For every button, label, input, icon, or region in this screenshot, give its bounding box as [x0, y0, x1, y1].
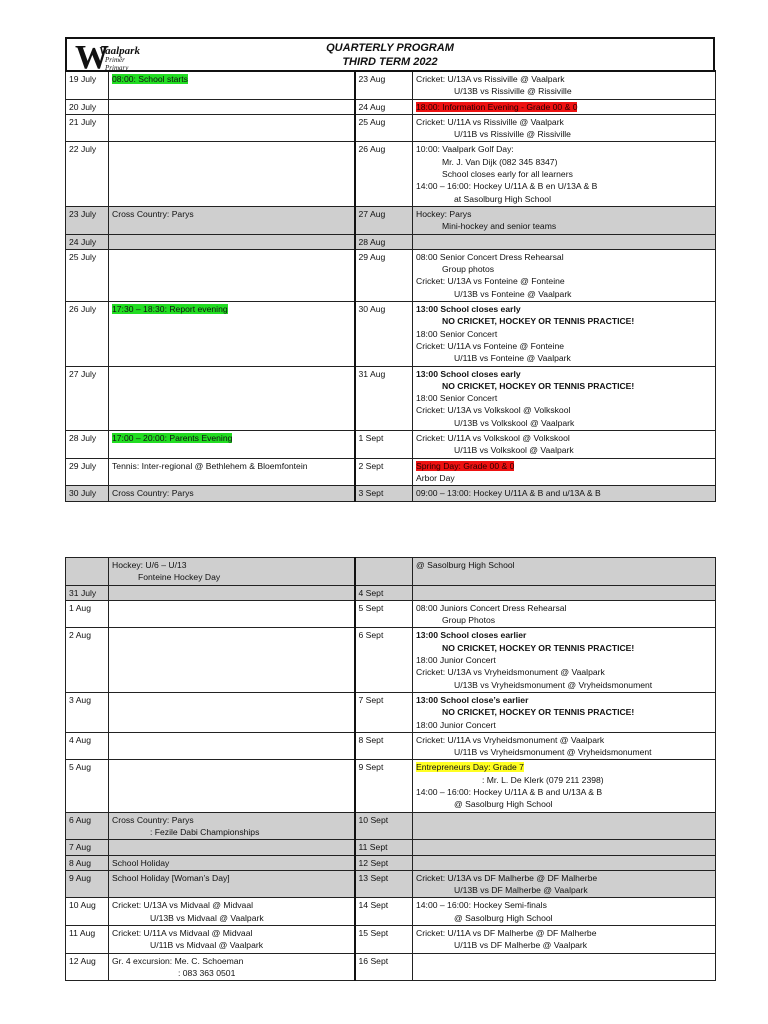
event-cell — [109, 926, 355, 954]
event-cell — [109, 628, 355, 692]
event-line — [112, 899, 351, 911]
event-line — [416, 380, 712, 392]
date-cell: 26 July — [66, 302, 109, 366]
date-cell: 27 July — [66, 366, 109, 430]
event-cell — [413, 114, 716, 142]
event-text: School Holiday [Woman’s Day] — [112, 872, 230, 883]
event-line — [416, 746, 712, 758]
event-text: Hockey: Parys — [416, 208, 472, 219]
date-cell: 21 July — [66, 114, 109, 142]
event-text: U/13B vs DF Malherbe @ Vaalpark — [454, 885, 588, 896]
table-row — [66, 249, 716, 301]
table-row — [66, 760, 716, 812]
event-text: U/11B vs Fonteine @ Vaalpark — [454, 353, 571, 364]
event-text: Cricket: U/11A vs Vryheidsmonument @ Vaalpark — [416, 734, 605, 745]
event-cell — [413, 812, 716, 840]
event-line — [416, 368, 712, 380]
date-cell: 3 Aug — [66, 692, 109, 732]
event-text: NO CRICKET, HOCKEY OR TENNIS PRACTICE! — [442, 380, 635, 391]
event-text: Cricket: U/13A vs Volkskool @ Volkskool — [416, 405, 571, 416]
event-text: U/13B vs Fonteine @ Vaalpark — [454, 288, 572, 299]
event-cell — [109, 366, 355, 430]
event-text: Cricket: U/13A vs Midvaal @ Midvaal — [112, 900, 254, 911]
event-text: Cricket: U/13A vs DF Malherbe @ DF Malherbe — [416, 872, 598, 883]
event-line — [416, 642, 712, 654]
date-cell: 30 July — [66, 486, 109, 501]
date-cell: 23 Aug — [355, 71, 413, 99]
event-cell — [109, 486, 355, 501]
date-cell: 6 Sept — [355, 628, 413, 692]
event-text: Mr. J. Van Dijk (082 345 8347) — [442, 156, 558, 167]
date-cell: 2 Sept — [355, 458, 413, 486]
event-text: @ Sasolburg High School — [416, 560, 515, 570]
event-line — [416, 220, 712, 232]
event-text: 18:00 Junior Concert — [416, 719, 496, 730]
event-cell — [109, 870, 355, 898]
event-line — [416, 872, 712, 884]
event-line — [112, 432, 351, 444]
event-cell — [413, 366, 716, 430]
logo-text-1: Vaalpark — [99, 45, 140, 57]
event-line — [416, 487, 712, 499]
table-row — [66, 628, 716, 692]
event-text: U/11B vs Rissiville @ Rissiville — [454, 129, 571, 140]
event-text: 13:00 School close’s earlier — [416, 694, 529, 705]
event-cell — [109, 692, 355, 732]
event-text: U/13B vs Rissiville @ Rissiville — [454, 86, 572, 97]
date-cell: 15 Sept — [355, 926, 413, 954]
event-text: U/13B vs Volkskool @ Vaalpark — [454, 417, 575, 428]
event-text: NO CRICKET, HOCKEY OR TENNIS PRACTICE! — [442, 642, 635, 653]
event-text: : 083 363 0501 — [178, 967, 236, 978]
highlighted-event-text: 08:00: School starts — [112, 74, 188, 84]
table-row — [66, 558, 716, 586]
event-line — [416, 679, 712, 691]
event-line — [416, 734, 712, 746]
event-line — [416, 315, 712, 327]
page-subtitle: THIRD TERM 2022 — [342, 56, 438, 68]
date-cell: 26 Aug — [355, 142, 413, 206]
table-row — [66, 953, 716, 981]
table-row — [66, 585, 716, 600]
event-text: 09:00 – 13:00: Hockey U/11A & B and u/13A & B — [416, 488, 601, 499]
event-line — [416, 559, 712, 571]
event-cell — [109, 760, 355, 812]
event-text: Arbor Day — [416, 472, 455, 483]
event-line — [416, 761, 712, 773]
event-text: Hockey: U/6 – U/13 — [112, 560, 187, 570]
event-text: 18:00 Senior Concert — [416, 393, 498, 404]
event-line — [416, 251, 712, 263]
event-cell — [109, 99, 355, 114]
highlighted-event-text: Entrepreneurs Day: Grade 7 — [416, 762, 524, 773]
event-line — [416, 460, 712, 472]
date-cell: 25 July — [66, 249, 109, 301]
highlighted-event-text: 17:30 – 18:30: Report evening — [112, 304, 228, 315]
event-text: U/11B vs Midvaal @ Vaalpark — [150, 940, 264, 951]
event-line — [112, 814, 351, 826]
date-cell: 30 Aug — [355, 302, 413, 366]
event-cell — [109, 585, 355, 600]
page-title: QUARTERLY PROGRAM — [326, 42, 454, 54]
event-line — [416, 156, 712, 168]
event-text: 08:00 Juniors Concert Dress Rehearsal — [416, 602, 567, 613]
event-text: U/13B vs Midvaal @ Vaalpark — [150, 912, 264, 923]
event-line — [112, 571, 351, 583]
event-cell — [109, 206, 355, 234]
event-line — [112, 955, 351, 967]
event-cell — [109, 249, 355, 301]
event-line — [112, 73, 351, 85]
event-cell — [413, 431, 716, 459]
table-row — [66, 366, 716, 430]
event-line — [416, 706, 712, 718]
date-cell: 5 Aug — [66, 760, 109, 812]
event-text: 13:00 School closes early — [416, 368, 521, 379]
date-cell: 25 Aug — [355, 114, 413, 142]
event-text: Gr. 4 excursion: Me. C. Schoeman — [112, 955, 244, 966]
event-cell — [413, 558, 716, 586]
event-line — [112, 826, 351, 838]
event-line — [416, 432, 712, 444]
table-row — [66, 692, 716, 732]
table-row — [66, 855, 716, 870]
event-text: Cricket: U/13A vs Vryheidsmonument @ Vaalpark — [416, 667, 605, 678]
event-line — [416, 128, 712, 140]
date-cell: 28 Aug — [355, 234, 413, 249]
event-cell — [109, 142, 355, 206]
event-text: : Fezile Dabi Championships — [150, 826, 260, 837]
event-cell — [413, 898, 716, 926]
highlighted-event-text: Spring Day: Grade 00 & 0 — [416, 460, 515, 471]
table-row — [66, 302, 716, 366]
event-cell — [109, 431, 355, 459]
program-header — [65, 37, 715, 76]
event-cell — [413, 206, 716, 234]
table-row — [66, 926, 716, 954]
table-row — [66, 898, 716, 926]
event-line — [416, 208, 712, 220]
table-row — [66, 486, 716, 501]
event-cell — [413, 870, 716, 898]
event-cell — [413, 486, 716, 501]
date-cell: 24 July — [66, 234, 109, 249]
event-text: Cross Country: Parys — [112, 488, 194, 499]
table-row — [66, 458, 716, 486]
event-cell — [109, 898, 355, 926]
event-cell — [413, 142, 716, 206]
event-text: U/11B vs Vryheidsmonument @ Vryheidsmonument — [454, 747, 652, 758]
event-line — [416, 101, 712, 113]
event-cell — [413, 926, 716, 954]
program-table-2 — [65, 557, 716, 981]
table-row — [66, 142, 716, 206]
event-cell — [413, 760, 716, 812]
event-text: 08:00 Senior Concert Dress Rehearsal — [416, 251, 564, 262]
date-cell — [355, 558, 413, 586]
table-row — [66, 206, 716, 234]
event-cell — [109, 953, 355, 981]
date-cell: 31 July — [66, 585, 109, 600]
date-cell: 23 July — [66, 206, 109, 234]
event-line — [416, 694, 712, 706]
date-cell: 9 Sept — [355, 760, 413, 812]
event-line — [416, 774, 712, 786]
event-text: Cricket: U/11A vs Rissiville @ Vaalpark — [416, 116, 564, 127]
date-cell: 22 July — [66, 142, 109, 206]
event-line — [112, 872, 351, 884]
event-cell — [413, 585, 716, 600]
event-line — [416, 85, 712, 97]
event-line — [112, 967, 351, 979]
event-text: Cricket: U/11A vs Midvaal @ Midvaal — [112, 928, 253, 939]
event-line — [112, 927, 351, 939]
event-line — [416, 352, 712, 364]
event-text: 14:00 – 16:00: Hockey U/11A & B en U/13A & B — [416, 181, 598, 192]
event-line — [416, 275, 712, 287]
event-cell — [109, 558, 355, 586]
date-cell: 12 Aug — [66, 953, 109, 981]
event-line — [416, 719, 712, 731]
table-row — [66, 870, 716, 898]
date-cell — [66, 558, 109, 586]
highlighted-event-text: 18:00: Information Evening - Grade 00 & 0 — [416, 101, 578, 112]
date-cell: 4 Aug — [66, 732, 109, 760]
event-line — [112, 939, 351, 951]
event-line — [416, 602, 712, 614]
program-table-1 — [65, 70, 716, 502]
event-cell — [109, 234, 355, 249]
event-cell — [413, 628, 716, 692]
event-line — [416, 404, 712, 416]
date-cell: 7 Sept — [355, 692, 413, 732]
event-text: Cricket: U/11A vs Volkskool @ Volkskool — [416, 433, 570, 444]
event-line — [112, 857, 351, 869]
date-cell: 9 Aug — [66, 870, 109, 898]
event-line — [416, 666, 712, 678]
event-line — [112, 208, 351, 220]
date-cell: 28 July — [66, 431, 109, 459]
event-text: NO CRICKET, HOCKEY OR TENNIS PRACTICE! — [442, 316, 635, 327]
event-text: Mini-hockey and senior teams — [442, 221, 557, 232]
event-text: NO CRICKET, HOCKEY OR TENNIS PRACTICE! — [442, 707, 635, 718]
date-cell: 4 Sept — [355, 585, 413, 600]
logo-text-2: Primêr — [105, 56, 125, 64]
event-text: Cross Country: Parys — [112, 208, 194, 219]
event-text: 10:00: Vaalpark Golf Day: — [416, 144, 514, 155]
event-text: @ Sasolburg High School — [454, 799, 553, 810]
date-cell: 11 Aug — [66, 926, 109, 954]
event-cell — [413, 458, 716, 486]
event-line — [112, 303, 351, 315]
date-cell: 31 Aug — [355, 366, 413, 430]
event-line — [416, 629, 712, 641]
date-cell: 13 Sept — [355, 870, 413, 898]
event-text: : Mr. L. De Klerk (079 211 2398) — [482, 774, 604, 785]
event-cell — [413, 840, 716, 855]
event-cell — [109, 71, 355, 99]
event-text: Cross Country: Parys — [112, 814, 194, 825]
event-text: Cricket: U/11A vs Fonteine @ Fonteine — [416, 340, 565, 351]
event-text: 14:00 – 16:00: Hockey Semi-finals — [416, 900, 547, 911]
logo-w-mark: W — [75, 39, 109, 76]
table-row — [66, 114, 716, 142]
logo-text-3: Primary — [105, 64, 129, 72]
event-line — [416, 73, 712, 85]
date-cell: 8 Sept — [355, 732, 413, 760]
date-cell: 5 Sept — [355, 600, 413, 628]
date-cell: 12 Sept — [355, 855, 413, 870]
event-cell — [109, 302, 355, 366]
event-text: 18:00 Senior Concert — [416, 328, 498, 339]
event-text: 14:00 – 16:00: Hockey U/11A & B and U/13A & B — [416, 787, 603, 798]
event-line — [416, 143, 712, 155]
event-cell — [413, 953, 716, 981]
event-line — [416, 939, 712, 951]
event-line — [416, 798, 712, 810]
event-cell — [109, 812, 355, 840]
event-text: Cricket: U/13A vs Rissiville @ Vaalpark — [416, 74, 565, 84]
event-line — [416, 168, 712, 180]
event-line — [416, 263, 712, 275]
event-line — [416, 654, 712, 666]
event-cell — [413, 692, 716, 732]
highlighted-event-text: 17:00 – 20:00: Parents Evening — [112, 433, 233, 444]
date-cell: 11 Sept — [355, 840, 413, 855]
date-cell: 6 Aug — [66, 812, 109, 840]
event-line — [416, 884, 712, 896]
event-text: Group Photos — [442, 615, 496, 626]
event-line — [112, 460, 351, 472]
event-line — [416, 193, 712, 205]
table-row — [66, 71, 716, 99]
event-cell — [109, 458, 355, 486]
event-text: Group photos — [442, 264, 495, 275]
event-line — [416, 340, 712, 352]
date-cell: 14 Sept — [355, 898, 413, 926]
event-line — [112, 487, 351, 499]
event-cell — [413, 234, 716, 249]
event-text: Tennis: Inter-regional @ Bethlehem & Bloemfontein — [112, 460, 308, 471]
date-cell: 10 Aug — [66, 898, 109, 926]
date-cell: 27 Aug — [355, 206, 413, 234]
date-cell: 1 Sept — [355, 431, 413, 459]
event-cell — [413, 249, 716, 301]
date-cell: 19 July — [66, 71, 109, 99]
date-cell: 29 July — [66, 458, 109, 486]
date-cell: 16 Sept — [355, 953, 413, 981]
event-line — [112, 559, 351, 571]
event-text: School Holiday — [112, 857, 170, 868]
event-cell — [413, 732, 716, 760]
date-cell: 2 Aug — [66, 628, 109, 692]
table-row — [66, 99, 716, 114]
event-text: Cricket: U/13A vs Fonteine @ Fonteine — [416, 276, 565, 287]
event-text: Cricket: U/11A vs DF Malherbe @ DF Malherbe — [416, 928, 597, 939]
date-cell: 8 Aug — [66, 855, 109, 870]
date-cell: 24 Aug — [355, 99, 413, 114]
event-cell — [109, 600, 355, 628]
event-line — [112, 912, 351, 924]
event-text: Fonteine Hockey Day — [138, 572, 221, 583]
table-row — [66, 812, 716, 840]
date-cell: 7 Aug — [66, 840, 109, 855]
event-line — [416, 444, 712, 456]
event-cell — [413, 600, 716, 628]
event-line — [416, 288, 712, 300]
table-row — [66, 600, 716, 628]
date-cell: 20 July — [66, 99, 109, 114]
event-line — [416, 328, 712, 340]
date-cell: 3 Sept — [355, 486, 413, 501]
event-line — [416, 116, 712, 128]
event-text: U/13B vs Vryheidsmonument @ Vryheidsmonument — [454, 679, 653, 690]
table-row — [66, 234, 716, 249]
table-row — [66, 431, 716, 459]
event-line — [416, 786, 712, 798]
event-line — [416, 927, 712, 939]
event-line — [416, 417, 712, 429]
event-cell — [109, 840, 355, 855]
event-text: 13:00 School closes early — [416, 304, 521, 315]
event-text: 18:00 Junior Concert — [416, 655, 496, 666]
event-cell — [109, 114, 355, 142]
event-line — [416, 899, 712, 911]
event-line — [416, 472, 712, 484]
event-text: U/11B vs DF Malherbe @ Vaalpark — [454, 940, 588, 951]
event-text: U/11B vs Volkskool @ Vaalpark — [454, 445, 574, 456]
event-line — [416, 303, 712, 315]
event-cell — [413, 302, 716, 366]
event-line — [416, 912, 712, 924]
event-cell — [109, 855, 355, 870]
event-cell — [413, 99, 716, 114]
date-cell: 1 Aug — [66, 600, 109, 628]
event-text: School closes early for all learners — [442, 169, 573, 180]
event-text: at Sasolburg High School — [454, 193, 551, 204]
event-line — [416, 392, 712, 404]
event-cell — [109, 732, 355, 760]
table-row — [66, 840, 716, 855]
event-cell — [413, 855, 716, 870]
date-cell: 10 Sept — [355, 812, 413, 840]
event-cell — [413, 71, 716, 99]
date-cell: 29 Aug — [355, 249, 413, 301]
event-text: @ Sasolburg High School — [454, 912, 553, 923]
event-text: 13:00 School closes earlier — [416, 630, 527, 641]
event-line — [416, 614, 712, 626]
event-line — [416, 180, 712, 192]
table-row — [66, 732, 716, 760]
